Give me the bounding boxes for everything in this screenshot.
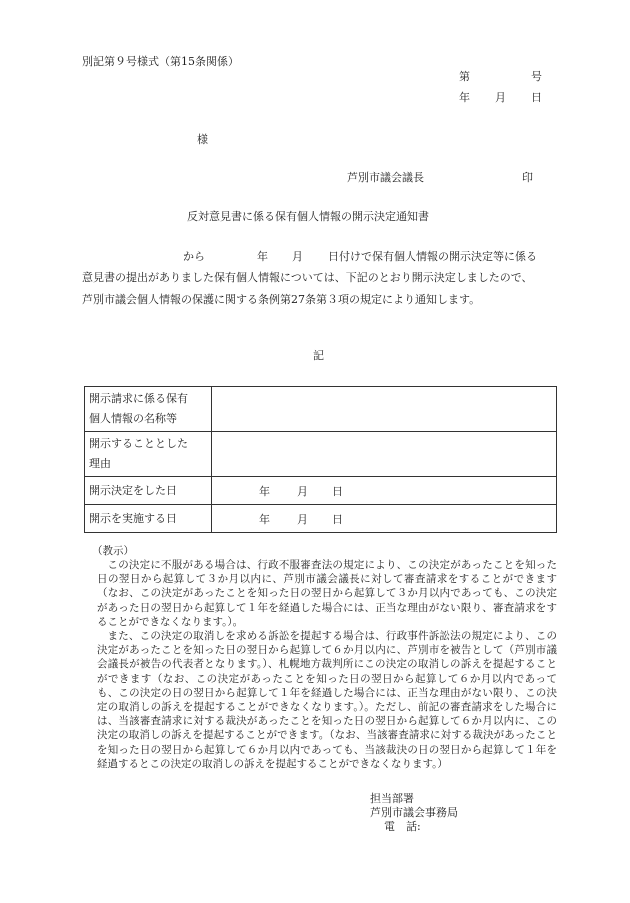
table-row	[85, 477, 557, 505]
document-title: 反対意見書に係る保有個人情報の開示決定通知書	[187, 210, 429, 223]
form-label: 別記第９号様式（第15条関係）	[82, 55, 239, 68]
table-row	[85, 505, 557, 533]
contact-phone-label: 電 話:	[384, 820, 421, 833]
intro-month: 月	[292, 250, 303, 263]
notice-heading: （教示）	[92, 545, 134, 557]
notice-body	[97, 558, 557, 771]
row-label-decision-date: 開示決定をした日	[85, 477, 212, 505]
intro-after: 日付けで保有個人情報の開示決定等に係る	[328, 250, 537, 263]
number-prefix: 第	[459, 70, 470, 83]
disclosure-table	[84, 386, 557, 533]
date-year: 年	[459, 91, 470, 104]
notice-paragraph-1: この決定に不服がある場合は、行政不服審査法の規定により、この決定があったことを知った日の翌日から起算して３か月以内に、芦別市議会議長に対して審査請求をすることができます（なお、この決定があったことを知った日の翌日から起算して３か月以内であっても、この決定があった日の翌日から起算して１年を経過した場合には、正当な理由がない限り、審査請求をすることができなくなります。）。	[97, 559, 557, 628]
notice-paragraph-2: また、この決定の取消しを求める訴訟を提起する場合は、行政事件訴訟法の規定により、この決定があったことを知った日の翌日から起算して６か月以内に、芦別市を被告として（芦別市議会議長が被告の代表者となります。）、札幌地方裁判所にこの決定の取消しの訴えを提起することができます（なお、この決定があったことを知った日の翌日から起算して６か月以内であっても、この決定の日の翌日から起算して１年を経過した場合には、正当な理由がない限り、この決定の取消しの訴えを提起することができなくなります。）。ただし、前記の審査請求をした場合には、当該審査請求に対する裁決があったことを知った日の翌日から起算して６か月以内に、この決定の取消しの訴えを提起することができます。（なお、当該審査請求に対する裁決があったことを知った日の翌日から起算して６か月以内であっても、当該裁決の日の翌日から起算して１年を経過するとこの決定の取消しの訴えを提起することができなくなります。）	[97, 630, 557, 770]
seal-mark: 印	[522, 171, 533, 184]
ki-heading: 記	[313, 349, 324, 362]
contact-dept-label: 担当部署	[370, 792, 414, 805]
row-value-info-name	[212, 387, 557, 432]
intro-line-3: 芦別市議会個人情報の保護に関する条例第27条第３項の規定により通知します。	[82, 293, 481, 306]
sender-name: 芦別市議会議長	[347, 171, 424, 184]
row-value-decision-date: 年 月 日	[212, 477, 557, 505]
date-day: 日	[531, 91, 542, 104]
intro-from: から	[183, 250, 205, 263]
intro-line-2: 意見書の提出がありました保有個人情報については、下記のとおり開示決定しましたので、	[82, 271, 533, 284]
row-label-implementation-date: 開示を実施する日	[85, 505, 212, 533]
row-label-reason: 開示することとした 理由	[85, 432, 212, 477]
table-row	[85, 387, 557, 432]
addressee-suffix: 様	[197, 133, 208, 146]
table-row	[85, 432, 557, 477]
intro-year: 年	[257, 250, 268, 263]
row-value-implementation-date: 年 月 日	[212, 505, 557, 533]
number-suffix: 号	[531, 70, 542, 83]
contact-dept: 芦別市議会事務局	[370, 806, 458, 819]
date-month: 月	[495, 91, 506, 104]
row-label-info-name: 開示請求に係る保有 個人情報の名称等	[85, 387, 212, 432]
row-value-reason	[212, 432, 557, 477]
